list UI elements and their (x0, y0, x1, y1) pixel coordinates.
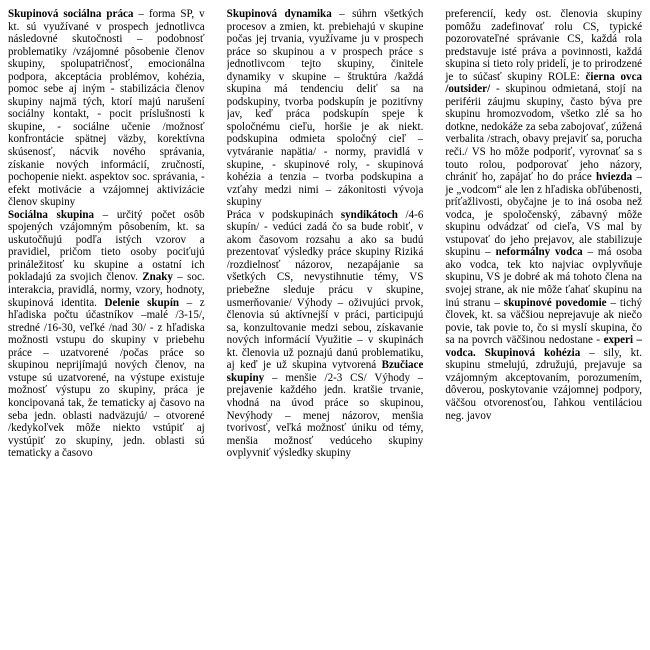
text-run: – má osoba ako vodca, tek kto najviac ovplyvňuje skupinu, VS je dobré ak má tohoto člena na svojej strane, ak nie môže ťahať skupinu na inú stranu – (445, 246, 643, 309)
text-run: Práca v podskupinách (226, 208, 341, 221)
bold-term: Skupinová kohézia (484, 346, 581, 359)
text-run: /4-6 skupín/ - vedúci zadá čo sa bude robiť, v akom časovom rozsahu a ako sa budú prezentovať výsledky práce skupiny Riziká /rozdielnosť názorov, nezapájanie sa všetkých CS, nevystihnutie témy, VS priebežne sleduje prácu v skupine, usmerňovanie/ Výhody – oživujúci prvok, členovia sú aktívnejší v práci, participujú sa, konzultovanie medzi sebou, získavanie nových informácií Využitie – v skupinách kt. členovia už poznajú danú problematiku, aj keď je už skupina vytvorená (226, 208, 424, 372)
text-column-2 (227, 8, 424, 650)
bold-term: syndikátoch (340, 208, 398, 221)
paragraph (227, 8, 424, 209)
text-run: – soc. interakcia, pravidlá, normy, vzory, hodnoty, skupinová identita. (8, 271, 205, 309)
bold-term: Skupinová sociálna práca (8, 8, 134, 20)
text-run: – určitý počet osôb spojených vzájomným pôsobením, kt. sa uskutočňujú podľa istých vzorov a pravidiel, pričom tieto osoby pociťujú prináležitosť ku skupine a ostatní ich pokladajú za svojich členov. (8, 208, 205, 284)
paragraph (445, 8, 642, 422)
bold-term: čierna ovca /outsider/ (445, 70, 643, 96)
text-column-3 (445, 8, 642, 650)
bold-term: hviezda (596, 171, 633, 184)
text-run: – súhrn všetkých procesov a zmien, kt. prebiehajú v skupine počas jej trvania, využívame ju v prospech práce so skupinou a v prospech práce s jednotlivcom tejto skupiny, činitele dynamiky v skupine – štruktúra /každá skupina má tendenciu deliť sa na podskupiny, tvorba podskupín je pozitívny jav, keď práca podskupín speje k spoločnému cieľu, horšie je ak niekt. podskupina odmieta spoločný cieľ – vytváranie napätia/ - normy, pravidlá v skupine, - skupinové roly, - skupinová kohézia a tenzia – tvorba podskupina a vzťahy medzi nimi – zákonitosti vývoja skupiny (226, 8, 424, 209)
text-run: - skupinou odmietaná, stojí na periférii záujmu skupiny, často býva pre skupinu hromozvodom, všetko zlé sa ho dotkne, nedokáže za seba zabojovať, zúžená verbalita /strach, obavy prejaviť sa, porucha reči./ VS ho môže podporiť, vyrovnať sa s touto rolou, podporovať jeho názory, chrániť ho, zapájať ho do práce (445, 83, 643, 184)
paragraph (8, 209, 205, 460)
text-run: preferencií, kedy ost. členovia skupiny pomôžu zadefinovať rolu CS, typické pozorovateľné správanie CS, každá rola predstavuje isté práva a povinnosti, každá skupina si tieto roly pridelí, je to prirodzené je to súčasť skupiny ROLE: (445, 8, 643, 83)
text-run: – je „vodcom“ ale len z hľadiska obľúbenosti, príťažlivosti, obyčajne je to iná osoba než vodca, je spoločenský, zábavný môže skupinu odvádzať od cieľa, VS mal by vstupovať do jeho prejavov, ale stabilizuje skupinu – (445, 171, 643, 259)
text-run: – forma SP, v kt. sú využívané v prospech jednotlivca následovné skutočnosti – podobnosť problematiky /vzájomné pôsobenie členov skupiny, spolupatričnosť, emocionálna podpora, akceptácia problémov, kohézia, pomoc sebe aj iným - stabilizácia členov skupiny najmä tých, ktorí majú narušení sociálny kontakt, - pocit príslušnosti k skupine, - sociálne učenie /možnosť konfrontácie spätnej väzby, korektívna skúsenosť, nácvik nového správania, získanie nových informácií, zručností, pochopenie niekt. aspektov soc. správania, - efekt motivácie a vzájomnej aktivizácie členov skupiny (8, 8, 205, 209)
text-run: – tichý človek, kt. sa väčšiou neprejavuje ak niečo povie, tak povie to, čo si myslí skupina, čo sa na povrch väčšinou nedostane - (445, 296, 643, 347)
text-run: – z hľadiska počtu účastníkov –malé /3-15/, stredné /16-30, veľké /nad 30/ - z hľadiska možnosti vstupu do skupiny v priebehu práce – uzatvorené /počas práce so skupinou neprijímajú nových členov, na vstupe sú uzatvorené, na výstupe existuje možnosť výstupu zo skupiny, práca je koncipovaná tak, že tematicky aj časovo na seba jedn. oblasti nadväzujú/ – otvorené /kedykoľvek môže niekto vstúpiť aj vystúpiť zo skupiny, jedn. oblasti sú tematicky a časovo (8, 296, 205, 460)
bold-term: Bzučiace skupiny (226, 359, 424, 384)
bold-term: Delenie skupín (104, 296, 180, 309)
bold-term: experi – vodca. (445, 334, 643, 359)
paragraph (227, 209, 424, 460)
text-run (476, 347, 485, 359)
text-run: – menšie /2-3 CS/ Výhody – prejavenie každého jedn. kratšie trvanie, vhodná na úvod práce so skupinou, Nevýhody – menej názorov, menšia tvorivosť, veľká možnosť úniku od témy, menšia možnosť vedúceho skupiny ovplyvniť výsledky skupiny (226, 371, 424, 460)
bold-term: Znaky (142, 271, 173, 284)
bold-term: skupinové povedomie (503, 296, 607, 309)
bold-term: Sociálna skupina (8, 208, 95, 221)
paragraph (8, 8, 205, 209)
bold-term: Skupinová dynamika (226, 8, 332, 20)
bold-term: neformálny vodca (495, 246, 583, 259)
text-run: – sily, kt. skupinu stmelujú, združujú, prejavuje sa vzájomným akceptovaním, porozumením, dôverou, poskytovanie vzájomnej podpory, väčšou otvorenosťou, ľahkou ventiláciou neg. javov (445, 346, 643, 422)
text-column-1 (8, 8, 205, 650)
